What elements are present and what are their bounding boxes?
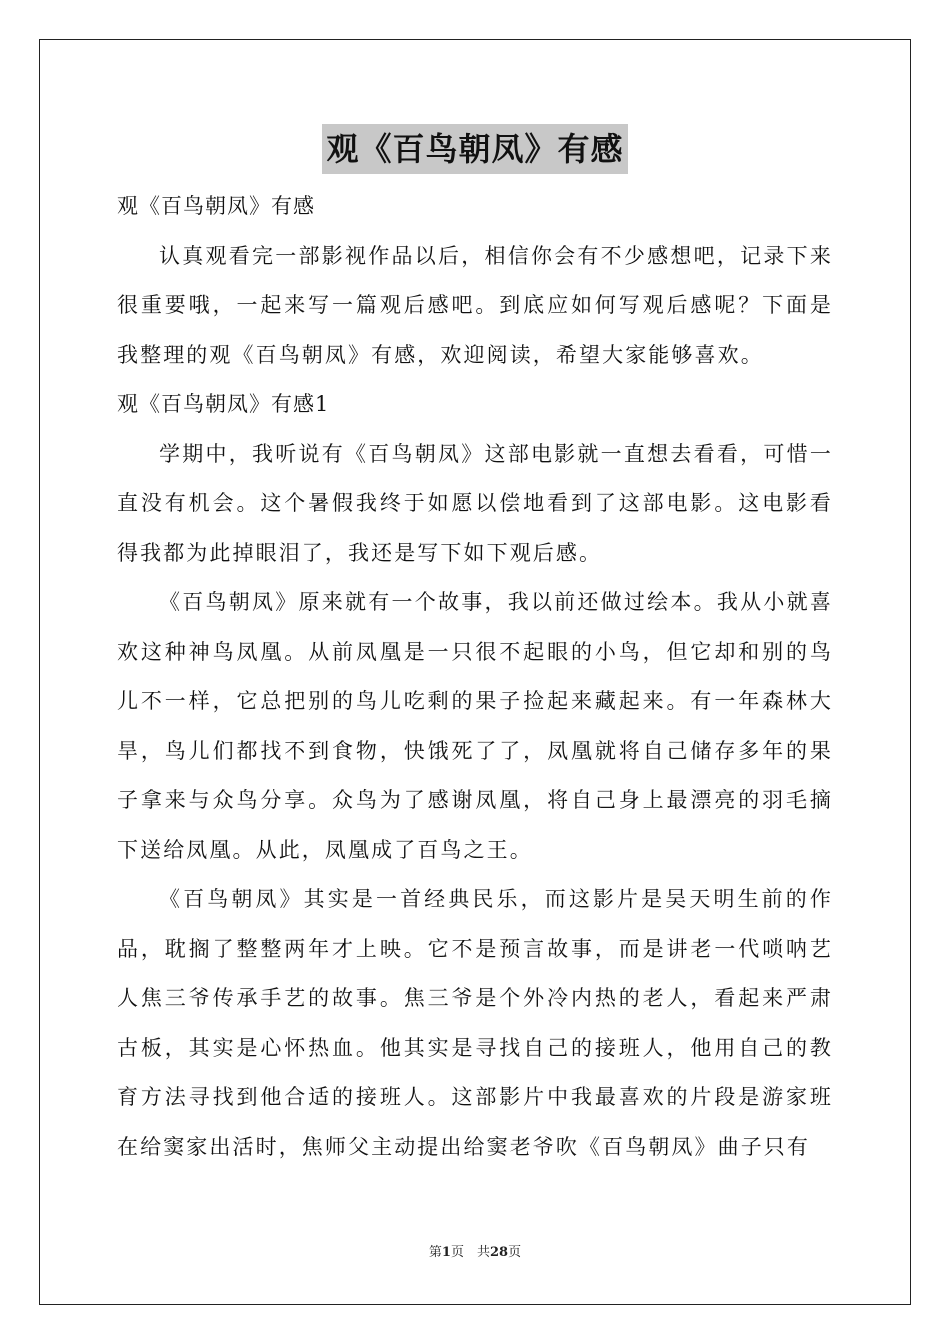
document-subtitle: 观《百鸟朝凤》有感 <box>117 194 315 218</box>
title-container <box>0 124 950 174</box>
document-body <box>117 182 833 1172</box>
body-paragraph-3: 《百鸟朝凤》其实是一首经典民乐，而这影片是吴天明生前的作品，耽搁了整整两年才上映。它不是预言故事，而是讲老一代唢呐艺人焦三爷传承手艺的故事。焦三爷是个外冷内热的老人，看起来严肃古板，其实是心怀热血。他其实是寻找自己的接班人，他用自己的教育方法寻找到他合适的接班人。这部影片中我最喜欢的片段是游家班在给窦家出活时，焦师父主动提出给窦老爷吹《百鸟朝凤》曲子只有 <box>117 887 833 1159</box>
current-page-number: 1 <box>441 1245 451 1260</box>
body-paragraph-2: 《百鸟朝凤》原来就有一个故事，我以前还做过绘本。我从小就喜欢这种神鸟凤凰。从前凤凰是一只很不起眼的小鸟，但它却和别的鸟儿不一样，它总把别的鸟儿吃剩的果子捡起来藏起来。有一年森林大旱，鸟儿们都找不到食物，快饿死了了，凤凰就将自己储存多年的果子拿来与众鸟分享。众鸟为了感谢凤凰，将自己身上最漂亮的羽毛摘下送给凤凰。从此，凤凰成了百鸟之王。 <box>117 590 833 862</box>
intro-paragraph: 认真观看完一部影视作品以后，相信你会有不少感想吧，记录下来很重要哦，一起来写一篇观后感吧。到底应如何写观后感呢？下面是我整理的观《百鸟朝凤》有感，欢迎阅读，希望大家能够喜欢。 <box>117 243 833 367</box>
total-page-count: 28 <box>489 1245 509 1260</box>
body-paragraph-1: 学期中，我听说有《百鸟朝凤》这部电影就一直想去看看，可惜一直没有机会。这个暑假我终于如愿以偿地看到了这部电影。这电影看得我都为此掉眼泪了，我还是写下如下观后感。 <box>117 441 833 565</box>
page-footer <box>0 1243 950 1263</box>
page-suffix: 页 <box>508 1245 522 1260</box>
page-mid-text: 页 共 <box>450 1245 490 1260</box>
document-title: 观《百鸟朝凤》有感 <box>322 124 627 174</box>
page-prefix: 第 <box>428 1245 442 1260</box>
section-heading: 观《百鸟朝凤》有感1 <box>117 392 330 416</box>
